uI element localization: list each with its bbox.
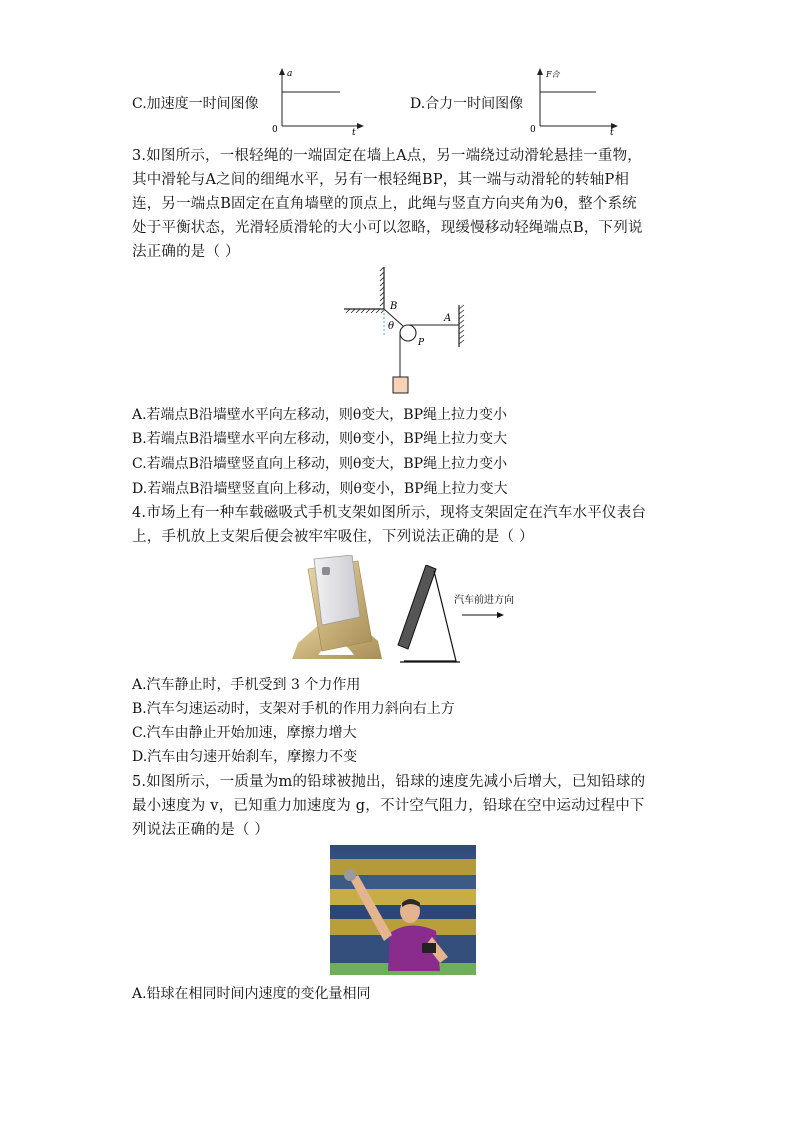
q5-stem-line-3: 列说法正确的是（ ） — [132, 822, 270, 838]
q5-stem-line-1: 5.如图所示，一质量为m的铅球被抛出，铅球的速度先减小后增大，已知铅球的 — [132, 774, 646, 790]
q4-option-b: B.汽车匀速运动时，支架对手机的作用力斜向右上方 — [132, 701, 455, 717]
q5-option-a: A.铅球在相同时间内速度的变化量相同 — [132, 986, 371, 1002]
q3-stem-line-1: 3.如图所示，一根轻绳的一端固定在墙上A点，另一端绕过动滑轮悬挂一重物， — [132, 148, 643, 164]
d-graph-origin: 0 — [530, 125, 536, 135]
d-graph-y-label: F合 — [546, 70, 560, 79]
q4-direction-label: 汽车前进方向 — [454, 595, 514, 606]
label-b: B — [390, 301, 398, 312]
q3-stem-line-3: 连，另一端点B固定在直角墙壁的顶点上，此绳与竖直方向夹角为θ，整个系统 — [132, 196, 637, 212]
q2-d-graph — [526, 66, 626, 136]
q3-option-b: B.若端点B沿墙壁水平向左移动，则θ变小，BP绳上拉力变大 — [132, 431, 508, 447]
q4-option-a: A.汽车静止时，手机受到 3 个力作用 — [132, 677, 361, 693]
q4-force-diagram — [396, 565, 526, 667]
q4-option-c: C.汽车由静止开始加速，摩擦力增大 — [132, 725, 357, 741]
q4-stem-line-2: 上，手机放上支架后便会被牢牢吸住，下列说法正确的是（ ） — [132, 529, 534, 545]
c-graph-y-label: a — [287, 69, 293, 79]
q2-c-graph — [268, 66, 368, 136]
q2-option-c: C.加速度一时间图像 — [132, 96, 259, 112]
q4-option-d: D.汽车由匀速开始刹车，摩擦力不变 — [132, 749, 358, 765]
q4-stem-line-1: 4.市场上有一种车载磁吸式手机支架如图所示，现将支架固定在汽车水平仪表台 — [132, 505, 647, 521]
d-graph-x-label: t — [610, 128, 614, 136]
c-graph-origin: 0 — [272, 125, 278, 135]
label-a: A — [444, 313, 452, 324]
q3-stem-line-4: 处于平衡状态，光滑轻质滑轮的大小可以忽略，现缓慢移动轻绳端点B，下列说 — [132, 220, 643, 236]
q5-stem-line-2: 最小速度为 v，已知重力加速度为 g，不计空气阻力，铅球在空中运动过程中下 — [132, 798, 645, 814]
q3-option-a: A.若端点B沿墙壁水平向左移动，则θ变大，BP绳上拉力变小 — [132, 407, 507, 423]
q3-stem-line-2: 其中滑轮与A之间的细绳水平，另有一根轻绳BP，其一端与动滑轮的转轴P相 — [132, 172, 630, 188]
c-graph-x-label: t — [352, 128, 356, 136]
q2-option-d: D.合力一时间图像 — [410, 96, 524, 112]
q3-stem-line-5: 法正确的是（ ） — [132, 244, 240, 260]
q3-pulley-diagram — [340, 265, 470, 400]
phone-stand-photo — [288, 555, 386, 667]
label-p: P — [418, 338, 425, 348]
shot-put-photo — [330, 845, 476, 975]
q3-option-d: D.若端点B沿墙壁竖直向上移动，则θ变小，BP绳上拉力变大 — [132, 481, 508, 497]
q3-option-c: C.若端点B沿墙壁竖直向上移动，则θ变大，BP绳上拉力变小 — [132, 456, 508, 472]
label-theta: θ — [388, 321, 395, 332]
